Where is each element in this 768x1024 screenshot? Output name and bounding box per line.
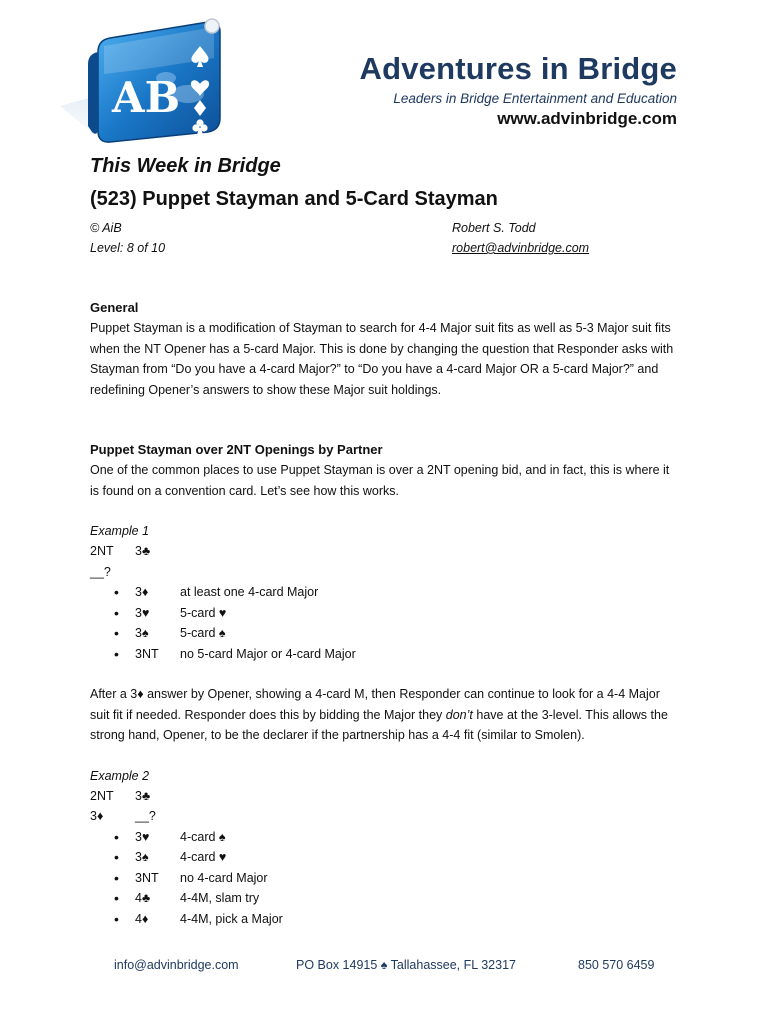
auction-row (90, 806, 680, 827)
brand-block (360, 50, 678, 129)
response-bid: 4♦ (135, 911, 149, 926)
example-2-responses (90, 827, 680, 930)
auction-bid: 3♣ (135, 544, 151, 558)
logo-text: AB (112, 73, 181, 122)
paragraph-emphasis: don’t (445, 707, 473, 722)
auction-row (90, 562, 680, 583)
auction-row (90, 786, 680, 807)
brand-tagline: Leaders in Bridge Entertainment and Education (393, 91, 677, 106)
response-bid: 3♠ (135, 850, 149, 864)
auction-bid: 3♣ (135, 788, 151, 803)
list-item (114, 582, 680, 603)
meta-row (90, 238, 680, 258)
response-bid: 3NT (135, 646, 159, 661)
response-meaning: 4-4M, slam try (180, 891, 260, 905)
auction-bid: 2NT (90, 544, 114, 558)
article-title: (523) Puppet Stayman and 5-Card Stayman (90, 188, 498, 210)
example-1-responses (90, 582, 680, 664)
aib-logo (48, 14, 228, 154)
paragraph-puppet-2nt: One of the common places to use Puppet Stayman is over a 2NT opening bid, and in fact, this is where it is found on a convention card. Let’s see how this works. (90, 463, 670, 498)
response-meaning: 4-4M, pick a Major (180, 911, 283, 926)
footer (0, 958, 768, 980)
auction-row (90, 541, 680, 562)
response-bid: 4♣ (135, 891, 151, 905)
response-meaning: 4-card ♥ (180, 850, 227, 864)
response-bid: 3♥ (135, 605, 150, 620)
response-meaning: no 4-card Major (180, 870, 268, 885)
footer-email-link[interactable]: info@advinbridge.com (114, 958, 239, 972)
list-item (114, 909, 680, 930)
response-bid: 3♦ (135, 585, 149, 599)
paragraph-text: have at the 3-level. This allows the strong hand, Opener, to be the declarer if the partnership has a 4-4 fit (similar to Smolen). (90, 707, 668, 742)
paragraph-text: After a 3♦ answer by Opener, showing a 4-card M, then Responder can continue to look for a 4-4 Major suit fit if needed. Responder does this by bidding the Major they (90, 687, 660, 722)
list-item (114, 644, 680, 665)
response-bid: 3♠ (135, 626, 149, 640)
example-2-label: Example 2 (90, 768, 150, 783)
difficulty-level: Level: 8 of 10 (90, 241, 166, 255)
section-heading-puppet-2nt: Puppet Stayman over 2NT Openings by Partner (90, 442, 383, 457)
response-meaning: at least one 4-card Major (180, 585, 319, 599)
example-1-label: Example 1 (90, 524, 150, 538)
paragraph-general: Puppet Stayman is a modification of Stayman to search for 4-4 Major suit fits as well as 5-3 Major suit fits when the NT Opener has a 5-card Major. This is done by changing the question that Responder asks with Stayman from “Do you have a 4-card Major?” to “Do you have a 4-card Major OR a 5-card Major?” and redefining Opener’s answers to show these Major suit holdings. (90, 321, 674, 397)
copyright: © AiB (90, 221, 122, 235)
response-bid: 3NT (135, 870, 159, 885)
article-body (90, 152, 680, 929)
author-name: Robert S. Todd (452, 221, 536, 235)
list-item (114, 603, 680, 624)
series-title: This Week in Bridge (90, 155, 281, 177)
list-item (114, 888, 680, 909)
auction-bid: __? (135, 809, 156, 823)
response-bid: 3♥ (135, 829, 150, 844)
auction-bid: __? (90, 564, 111, 579)
response-meaning: 5-card ♠ (180, 626, 226, 640)
auction-bid: 3♦ (90, 809, 104, 823)
list-item (114, 868, 680, 889)
brand-title: Adventures in Bridge (359, 51, 677, 86)
auction-bid: 2NT (90, 788, 114, 803)
list-item (114, 847, 680, 868)
response-meaning: 5-card ♥ (180, 605, 227, 620)
footer-phone: 850 570 6459 (578, 958, 655, 972)
paragraph-after-3d (90, 684, 680, 746)
author-email-link[interactable]: robert@advinbridge.com (452, 241, 590, 255)
website-link[interactable]: www.advinbridge.com (497, 109, 677, 128)
meta-row (90, 218, 680, 238)
response-meaning: 4-card ♠ (180, 829, 226, 844)
list-item (114, 623, 680, 644)
footer-address: PO Box 14915 ♠ Tallahassee, FL 32317 (296, 958, 516, 972)
section-heading-general: General (90, 300, 139, 315)
list-item (114, 827, 680, 848)
response-meaning: no 5-card Major or 4-card Major (180, 646, 356, 661)
